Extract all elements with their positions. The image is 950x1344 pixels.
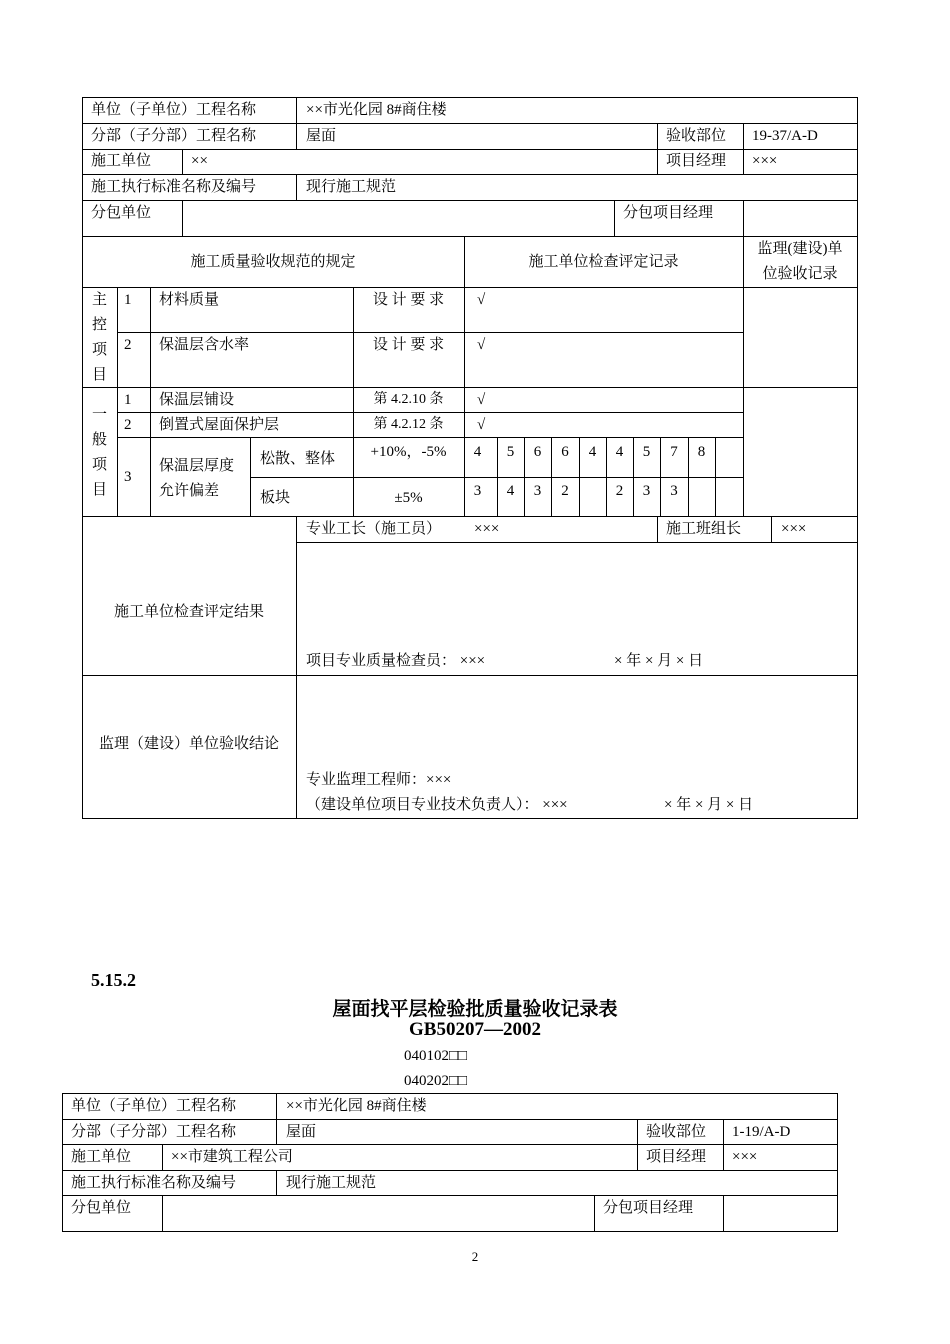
- standard-code: GB50207—2002: [409, 1019, 541, 1040]
- measured-value: 5: [506, 444, 515, 460]
- main-label-char: 目: [91, 367, 107, 383]
- measured-value: 3: [642, 483, 651, 499]
- foreman-value: ×××: [474, 521, 500, 537]
- measured-value: 6: [561, 444, 569, 460]
- general-item-no: 1: [124, 392, 132, 408]
- subcontractor-label: 分包单位: [71, 1200, 132, 1216]
- project-manager-label: 项目经理: [646, 1149, 707, 1165]
- sub-project-value: 屋面: [306, 128, 337, 144]
- general-item-req: 第 4.2.10 条: [373, 392, 444, 407]
- standard-value: 现行施工规范: [306, 179, 397, 195]
- supervising-engineer: 专业监理工程师：×××: [306, 772, 452, 788]
- item3-type: 板块: [260, 490, 291, 506]
- main-item-name: 保温层含水率: [159, 337, 250, 353]
- main-item-name: 材料质量: [159, 292, 220, 308]
- accept-part-value: 1-19/A-D: [732, 1124, 791, 1140]
- accept-part-label: 验收部位: [666, 128, 727, 144]
- team-leader-value: ×××: [781, 521, 807, 537]
- item3-name-line1: 保温层厚度: [159, 458, 235, 474]
- main-label-char: 控: [91, 317, 107, 333]
- general-label-char: 项: [91, 457, 107, 473]
- general-item-name: 倒置式屋面保护层: [159, 417, 280, 433]
- project-manager-value: ×××: [752, 153, 778, 169]
- main-label-char: 项: [91, 342, 107, 358]
- section-number: 5.15.2: [91, 970, 136, 990]
- measured-value: 5: [642, 444, 651, 460]
- measured-value: 3: [533, 483, 542, 499]
- builder-label: 施工单位: [91, 153, 152, 169]
- general-item-req: 第 4.2.12 条: [373, 417, 444, 432]
- supervisor-header-line2: 位验收记录: [762, 266, 838, 282]
- page-number: 2: [471, 1249, 479, 1264]
- measured-value: 3: [670, 483, 678, 499]
- project-manager-value: ×××: [732, 1149, 758, 1165]
- main-item-req: 设 计 要 求: [372, 337, 445, 353]
- subcontractor-label: 分包单位: [91, 205, 152, 221]
- section-title: 屋面找平层检验批质量验收记录表: [332, 999, 618, 1020]
- project-manager-label: 项目经理: [666, 153, 727, 169]
- unit-label: 单位（子单位）工程名称: [71, 1098, 237, 1114]
- team-leader-label: 施工班组长: [666, 521, 742, 537]
- owner-tech-lead: （建设单位项目专业技术负责人）： ×××: [306, 797, 568, 813]
- item3-type: 松散、整体: [260, 451, 336, 467]
- supervisor-conclusion-label: 监理（建设）单位验收结论: [98, 736, 279, 752]
- main-item-check: √: [477, 292, 486, 308]
- measured-value: 7: [670, 444, 678, 460]
- measured-value: 2: [615, 483, 624, 499]
- subcontract-pm-label: 分包项目经理: [623, 205, 714, 221]
- accept-part-value: 19-37/A-D: [752, 128, 818, 144]
- general-label-char: 一: [91, 407, 107, 423]
- builder-value: ××: [191, 153, 208, 169]
- builder-label: 施工单位: [71, 1149, 132, 1165]
- main-item-no: 2: [124, 337, 132, 353]
- measured-value: 4: [588, 444, 597, 460]
- item3-name-line2: 允许偏差: [159, 483, 220, 499]
- main-item-no: 1: [124, 292, 132, 308]
- date-builder: × 年 × 月 × 日: [614, 653, 704, 669]
- measured-value: 4: [615, 444, 624, 460]
- general-item-no: 2: [124, 417, 132, 433]
- sub-project-label: 分部（子分部）工程名称: [91, 128, 257, 144]
- measured-value: 8: [697, 444, 706, 460]
- subcontract-pm-label: 分包项目经理: [603, 1200, 694, 1216]
- general-item-name: 保温层铺设: [159, 392, 235, 408]
- item3-tolerance: ±5%: [394, 490, 423, 506]
- sub-project-label: 分部（子分部）工程名称: [71, 1124, 237, 1140]
- unit-value: ××市光化园 8#商住楼: [306, 102, 447, 118]
- builder-result-label: 施工单位检查评定结果: [113, 604, 264, 620]
- supervisor-header-line1: 监理(建设)单: [757, 241, 843, 257]
- item3-tolerance: +10%，-5%: [370, 444, 447, 460]
- measured-value: 4: [473, 444, 482, 460]
- builder-value: ××市建筑工程公司: [171, 1149, 293, 1165]
- main-label-char: 主: [91, 292, 107, 308]
- spec-header: 施工质量验收规范的规定: [190, 254, 356, 270]
- standard-label: 施工执行标准名称及编号: [71, 1175, 237, 1191]
- foreman-label: 专业工长（施工员）: [306, 521, 442, 537]
- measured-value: 2: [561, 483, 569, 499]
- general-label-char: 般: [91, 432, 107, 448]
- main-item-check: √: [477, 337, 486, 353]
- form-code-2: 040202□□: [404, 1073, 468, 1089]
- main-item-req: 设 计 要 求: [372, 292, 445, 308]
- unit-label: 单位（子单位）工程名称: [91, 102, 257, 118]
- quality-inspector: 项目专业质量检查员： ×××: [306, 653, 486, 669]
- general-label-char: 目: [91, 482, 107, 498]
- form-code-1: 040102□□: [404, 1048, 468, 1064]
- measured-value: 4: [506, 483, 515, 499]
- sub-project-value: 屋面: [286, 1124, 317, 1140]
- measured-value: 6: [533, 444, 542, 460]
- item3-no: 3: [124, 469, 132, 485]
- accept-part-label: 验收部位: [646, 1124, 707, 1140]
- measured-value: 3: [473, 483, 482, 499]
- standard-value: 现行施工规范: [286, 1175, 377, 1191]
- record-header: 施工单位检查评定记录: [528, 254, 679, 270]
- general-item-check: √: [477, 392, 486, 408]
- unit-value: ××市光化园 8#商住楼: [286, 1098, 427, 1114]
- general-item-check: √: [477, 417, 486, 433]
- standard-label: 施工执行标准名称及编号: [91, 179, 257, 195]
- date-supervisor: × 年 × 月 × 日: [664, 797, 754, 813]
